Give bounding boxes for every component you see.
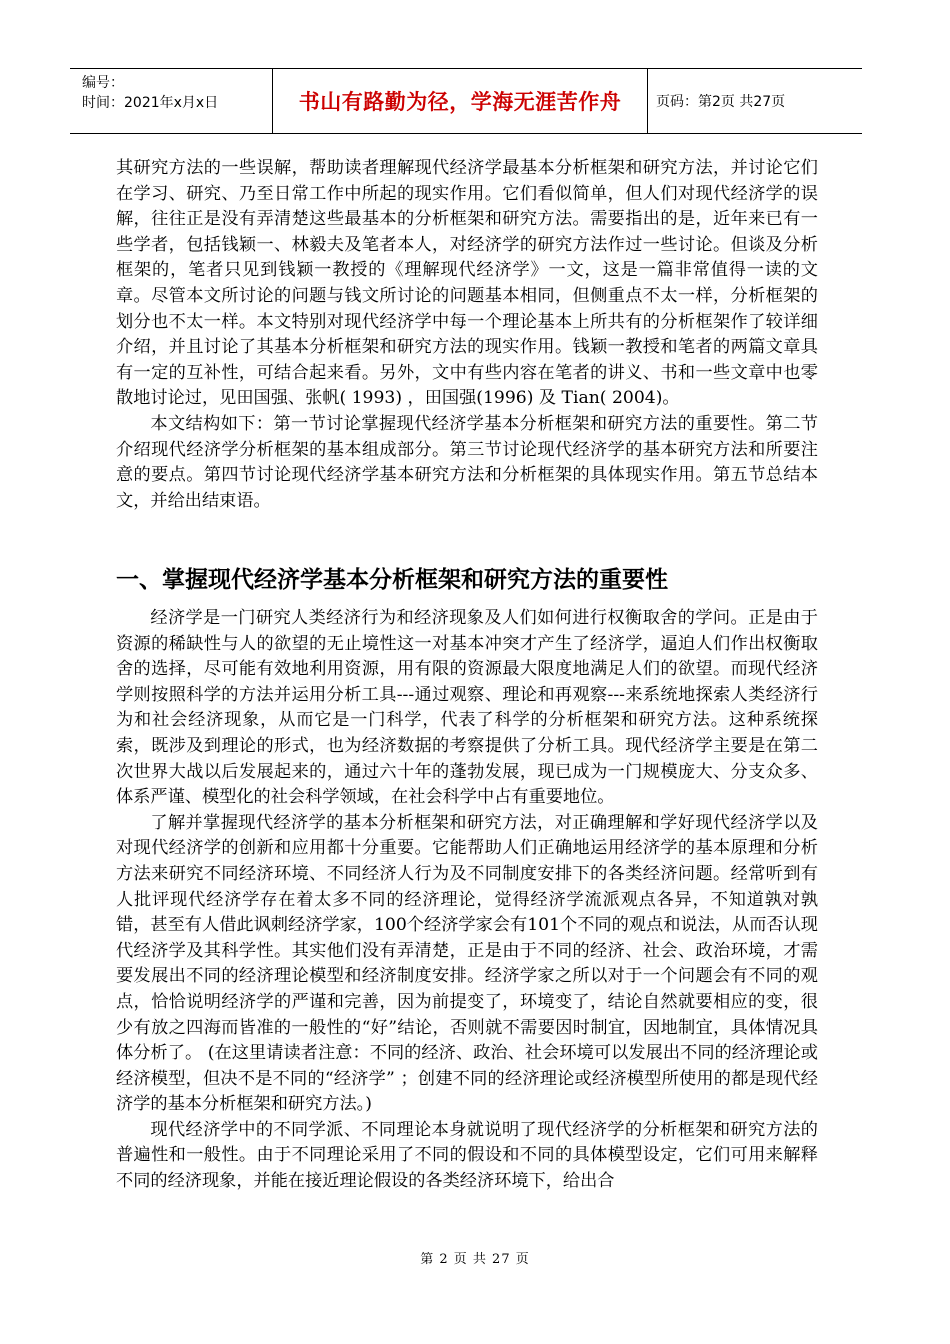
header-motto: 书山有路勤为径，学海无涯苦作舟 xyxy=(273,69,648,133)
intro-text xyxy=(116,156,818,514)
serial-label: 编号： xyxy=(82,75,124,91)
header-meta xyxy=(70,69,273,133)
header-page-info: 页码：第2页 共27页 xyxy=(656,94,786,110)
section-heading: 一、掌握现代经济学基本分析框架和研究方法的重要性 xyxy=(116,567,668,593)
paragraph: 现代经济学中的不同学派、不同理论本身就说明了现代经济学的分析框架和研究方法的普遍性和一般性。由于不同理论采用了不同的假设和不同的具体模型设定，它们可用来解释不同的经济现象，并能在接近理论假设的各类经济环境下，给出合 xyxy=(116,1119,818,1192)
page-header xyxy=(70,68,862,134)
page-footer: 第 2 页 共 27 页 xyxy=(420,1252,530,1267)
time-label: 时间：2021年x月x日 xyxy=(82,95,219,111)
paragraph: 了解并掌握现代经济学的基本分析框架和研究方法，对正确理解和学好现代经济学以及对现代经济学的创新和应用都十分重要。它能帮助人们正确地运用经济学的基本原理和分析方法来研究不同经济环境、不同经济人行为及不同制度安排下的各类经济问题。经常听到有人批评现代经济学存在着太多不同的经济理论，觉得经济学流派观点各异，不知道孰对孰错，甚至有人借此讽刺经济学家，100个经济学家会有101个不同的观点和说法，从而否认现代经济学及其科学性。其实他们没有弄清楚，正是由于不同的经济、社会、政治环境，才需要发展出不同的经济理论模型和经济制度安排。经济学家之所以对于一个问题会有不同的观点，恰恰说明经济学的严谨和完善，因为前提变了，环境变了，结论自然就要相应的变，很少有放之四海而皆准的一般性的“好”结论，否则就不需要因时制宜，因地制宜，具体情况具体分析了。 (在这里请读者注意：不同的经济、政治、社会环境可以发展出不同的经济理论或经济模型，但决不是不同的“经济学” ；创建不同的经济理论或经济模型所使用的都是现代经济学的基本分析框架和研究方法。) xyxy=(116,812,818,1115)
section-text xyxy=(116,606,818,1195)
paragraph: 经济学是一门研究人类经济行为和经济现象及人们如何进行权衡取舍的学问。正是由于资源的稀缺性与人的欲望的无止境性这一对基本冲突才产生了经济学，逼迫人们作出权衡取舍的选择，尽可能有效地利用资源，用有限的资源最大限度地满足人们的欲望。而现代经济学则按照科学的方法并运用分析工具---通过观察、理论和再观察---来系统地探索人类经济行为和社会经济现象，从而它是一门科学，代表了科学的分析框架和研究方法。这种系统探索，既涉及到理论的形式，也为经济数据的考察提供了分析工具。现代经济学主要是在第二次世界大战以后发展起来的，通过六十年的蓬勃发展，现已成为一门规模庞大、分支众多、体系严谨、模型化的社会科学领域，在社会科学中占有重要地位。 xyxy=(116,608,818,808)
paragraph: 其研究方法的一些误解，帮助读者理解现代经济学最基本分析框架和研究方法，并讨论它们在学习、研究、乃至日常工作中所起的现实作用。它们看似简单，但人们对现代经济学的误解，往往正是没有弄清楚这些最基本的分析框架和研究方法。需要指出的是，近年来已有一些学者，包括钱颖一、林毅夫及笔者本人，对经济学的研究方法作过一些讨论。但谈及分析框架的，笔者只见到钱颖一教授的《理解现代经济学》一文，这是一篇非常值得一读的文章。尽管本文所讨论的问题与钱文所讨论的问题基本相同，但侧重点不太一样，分析框架的划分也不太一样。本文特别对现代经济学中每一个理论基本上所共有的分析框架作了较详细介绍，并且讨论了其基本分析框架和研究方法的现实作用。钱颖一教授和笔者的两篇文章具有一定的互补性，可结合起来看。另外，文中有些内容在笔者的讲义、书和一些文章中也零散地讨论过，见田国强、张帆( 1993) ，田国强(1996) 及 Tian( 2004)。 xyxy=(116,158,818,409)
paragraph: 本文结构如下：第一节讨论掌握现代经济学基本分析框架和研究方法的重要性。第二节介绍现代经济学分析框架的基本组成部分。第三节讨论现代经济学的基本研究方法和所要注意的要点。第四节讨论现代经济学基本研究方法和分析框架的具体现实作用。第五节总结本文，并给出结束语。 xyxy=(116,413,818,511)
